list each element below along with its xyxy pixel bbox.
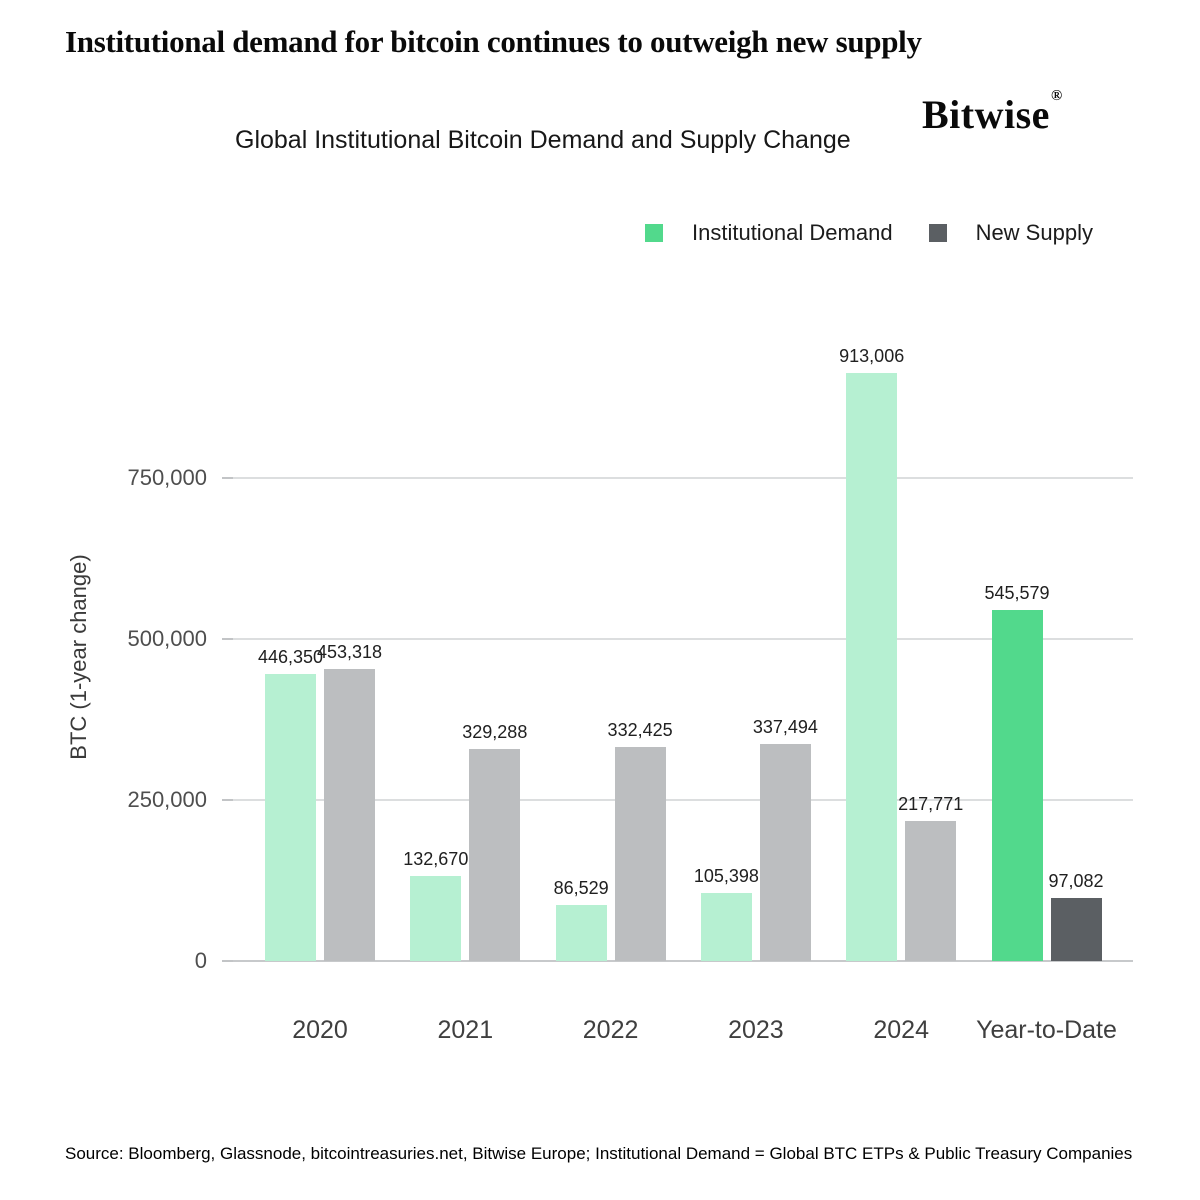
bar-value-label: 217,771	[898, 793, 964, 814]
bar-institutional-demand-2023	[701, 893, 752, 961]
bar-value-label: 337,494	[752, 716, 818, 737]
bar-new-supply-2023	[760, 744, 811, 961]
x-tick-label: 2021	[437, 1016, 494, 1044]
bar-value-label: 913,006	[839, 346, 905, 367]
bar-new-supply-Year-to-Date	[1051, 898, 1102, 961]
y-tick-label: 500,000	[127, 626, 207, 651]
bar-institutional-demand-2020	[265, 674, 316, 961]
y-axis-title: BTC (1-year change)	[66, 554, 91, 760]
source-note: Source: Bloomberg, Glassnode, bitcointreasuries.net, Bitwise Europe; Institutional Demand = Global BTC ETPs & Public Treasury Companies	[65, 1144, 1133, 1163]
x-tick-label: 2022	[582, 1016, 639, 1044]
bar-institutional-demand-Year-to-Date	[992, 610, 1043, 961]
bar-value-label: 105,398	[693, 866, 759, 887]
y-axis-tick	[222, 638, 233, 640]
y-tick-label: 250,000	[127, 787, 207, 812]
x-tick-label: 2024	[873, 1016, 929, 1044]
page-title: Institutional demand for bitcoin continues to outweigh new supply	[65, 24, 922, 59]
legend-label-new-supply: New Supply	[975, 220, 1093, 245]
y-axis-tick	[222, 477, 233, 479]
bar-value-label: 332,425	[607, 719, 673, 740]
chart-subtitle: Global Institutional Bitcoin Demand and Supply Change	[235, 126, 851, 154]
bar-value-label: 132,670	[403, 848, 469, 869]
y-axis-tick	[222, 960, 233, 962]
x-tick-label: Year-to-Date	[976, 1016, 1117, 1044]
bar-new-supply-2022	[615, 747, 666, 961]
bar-new-supply-2024	[905, 821, 956, 961]
bar-value-label: 97,082	[1048, 871, 1104, 892]
bar-value-label: 446,350	[257, 646, 324, 667]
y-axis-tick	[222, 799, 233, 801]
bar-value-label: 545,579	[984, 582, 1050, 603]
grid-line	[233, 477, 1133, 479]
legend-label-institutional-demand: Institutional Demand	[692, 220, 893, 245]
bar-value-label: 453,318	[316, 642, 383, 663]
bar-new-supply-2021	[469, 749, 520, 961]
x-tick-label: 2023	[728, 1016, 784, 1044]
y-tick-label: 0	[194, 948, 207, 973]
bar-institutional-demand-2024	[846, 373, 897, 961]
bar-institutional-demand-2022	[556, 905, 607, 961]
bitwise-logo-text: Bitwise	[922, 92, 1050, 137]
bar-new-supply-2020	[324, 669, 375, 961]
bar-value-label: 86,529	[553, 878, 609, 899]
x-tick-label: 2020	[292, 1016, 348, 1044]
registered-trademark-icon: ®	[1050, 88, 1063, 104]
y-tick-label: 750,000	[127, 465, 207, 490]
bar-value-label: 329,288	[462, 721, 528, 742]
bar-institutional-demand-2021	[410, 876, 461, 961]
